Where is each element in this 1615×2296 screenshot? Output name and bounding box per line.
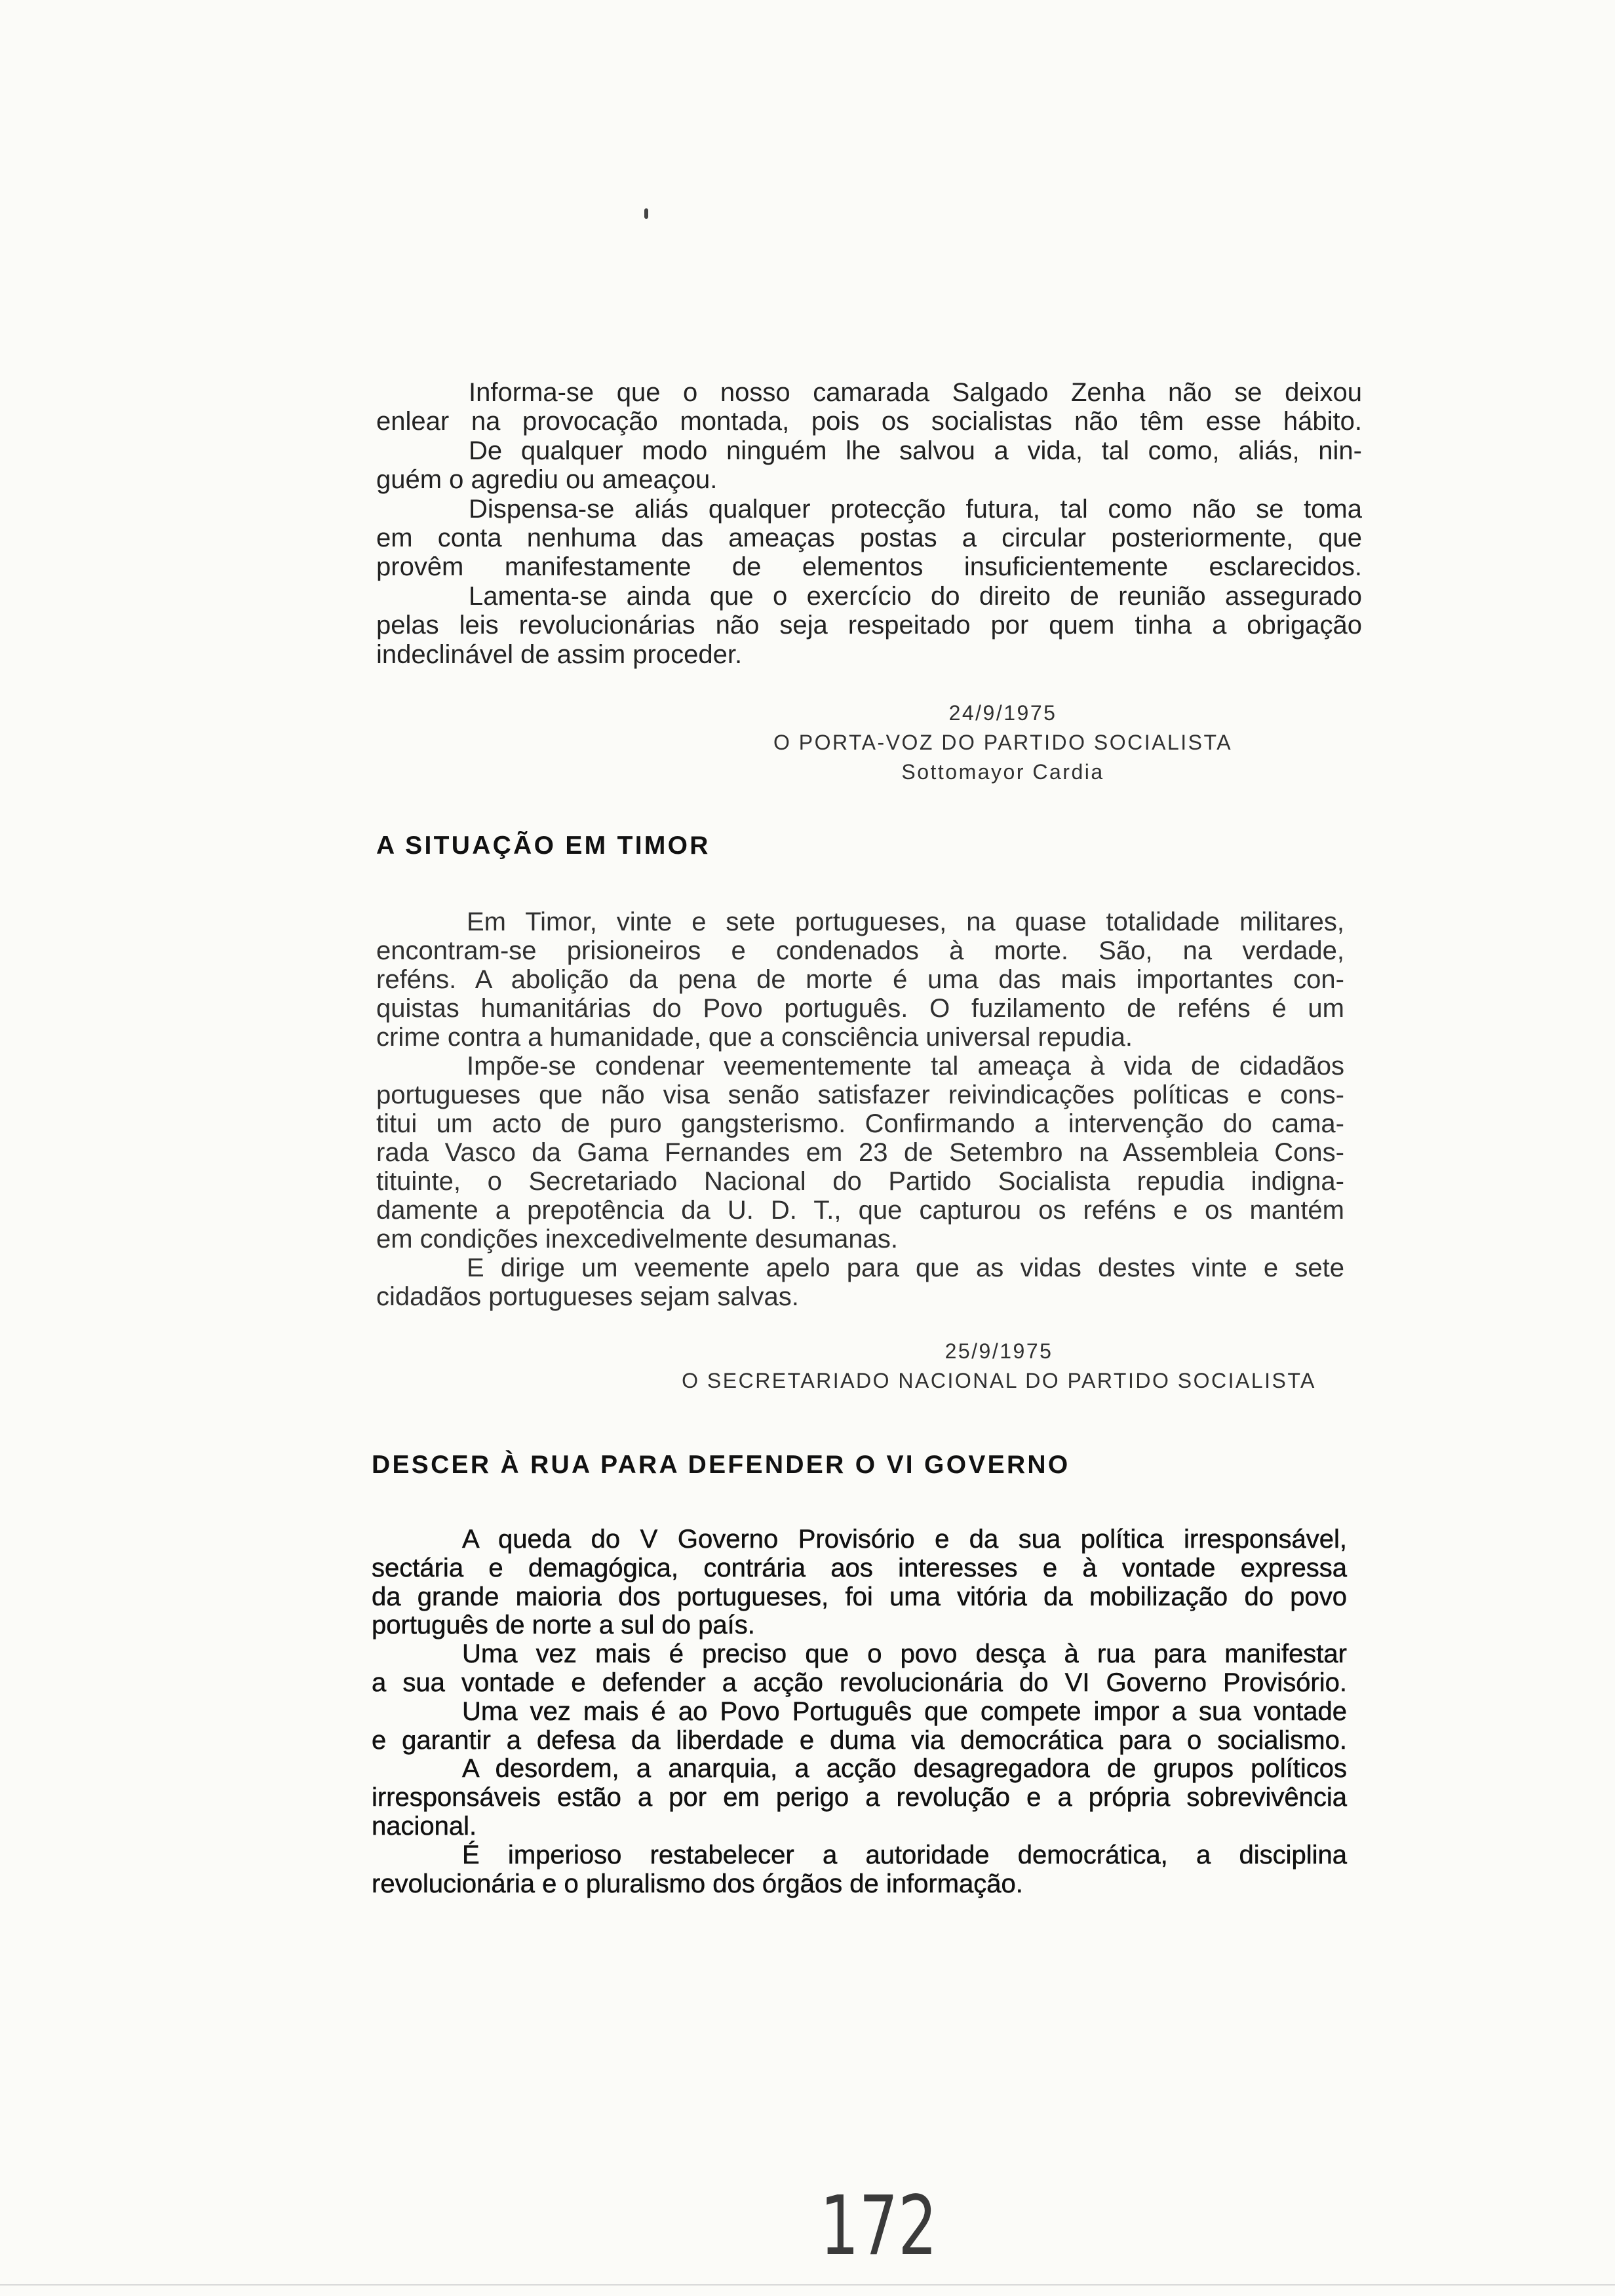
text-line: É imperioso restabelecer a autoridade democrática, a disciplina (462, 1840, 1347, 1869)
section-heading: DESCER À RUA PARA DEFENDER O VI GOVERNO (372, 1451, 1070, 1479)
text-line: em conta nenhuma das ameaças postas a circular posteriormente, que (376, 523, 1362, 552)
text-line: E dirige um veemente apelo para que as vidas destes vinte e sete (467, 1253, 1344, 1282)
section-heading: A SITUAÇÃO EM TIMOR (376, 832, 710, 860)
text-line: indeclinável de assim proceder. (376, 640, 743, 669)
text-line: crime contra a humanidade, que a consciência universal repudia. (376, 1023, 1133, 1052)
text-line: provêm manifestamente de elementos insuficientemente esclarecidos. (376, 552, 1362, 582)
text-line: rada Vasco da Gama Fernandes em 23 de Setembro na Assembleia Cons- (376, 1138, 1344, 1167)
scan-edge-line (0, 2284, 1615, 2286)
text-line: reféns. A abolição da pena de morte é uma das mais importantes con- (376, 965, 1344, 994)
statement-reunion-body (376, 378, 1362, 669)
text-line: e garantir a defesa da liberdade e duma via democrática para o socialismo. (372, 1725, 1347, 1755)
text-line: enlear na provocação montada, pois os socialistas não têm esse hábito. (376, 407, 1362, 436)
statement-date: 25/9/1975 (944, 1339, 1053, 1363)
text-line: Uma vez mais é ao Povo Português que compete impor a sua vontade (462, 1696, 1347, 1726)
text-line: a sua vontade e defender a acção revolucionária do VI Governo Provisório. (372, 1668, 1347, 1697)
scan-speck (644, 208, 648, 219)
text-line: quistas humanitárias do Povo português. O fuzilamento de reféns é um (376, 994, 1344, 1023)
text-line: irresponsáveis estão a por em perigo a revolução e a própria sobrevivência (372, 1783, 1347, 1812)
text-line: Lamenta-se ainda que o exercício do direito de reunião assegurado (469, 581, 1362, 611)
handwritten-page-number: 172 (820, 2179, 937, 2274)
text-line: portugueses que não visa senão satisfazer reivindicações políticas e cons- (376, 1081, 1344, 1109)
text-line: Em Timor, vinte e sete portugueses, na quase totalidade militares, (467, 908, 1344, 936)
signature-block (721, 698, 1285, 787)
text-line: revolucionária e o pluralismo dos órgãos de informação. (372, 1869, 1023, 1898)
text-line: Informa-se que o nosso camarada Salgado Zenha não se deixou (469, 378, 1362, 407)
text-line: guém o agrediu ou ameaçou. (376, 465, 718, 495)
text-line: De qualquer modo ninguém lhe salvou a vida, tal como, aliás, nin- (469, 436, 1362, 465)
text-line: em condições inexcedivelmente desumanas. (376, 1225, 898, 1253)
signatory-title: O SECRETARIADO NACIONAL DO PARTIDO SOCIALISTA (682, 1369, 1316, 1392)
signatory-title: O PORTA-VOZ DO PARTIDO SOCIALISTA (773, 731, 1233, 754)
text-line: encontram-se prisioneiros e condenados à morte. São, na verdade, (376, 936, 1344, 965)
text-line: damente a prepotência da U. D. T., que capturou os reféns e os mantém (376, 1196, 1344, 1225)
signatory-name: Sottomayor Cardia (901, 760, 1104, 784)
statement-timor-body (376, 908, 1344, 1311)
text-line: A queda do V Governo Provisório e da sua política irresponsável, (462, 1525, 1347, 1554)
text-line: A desordem, a anarquia, a acção desagregadora de grupos políticos (462, 1754, 1347, 1784)
statement-governo-body (372, 1525, 1347, 1898)
text-line: da grande maioria dos portugueses, foi uma vitória da mobilização do povo (372, 1582, 1347, 1611)
signature-block (655, 1337, 1342, 1396)
statement-date: 24/9/1975 (948, 701, 1057, 725)
text-line: tituinte, o Secretariado Nacional do Partido Socialista repudia indigna- (376, 1167, 1344, 1196)
text-line: sectária e demagógica, contrária aos interesses e à vontade expressa (372, 1553, 1347, 1582)
text-line: Impõe-se condenar veementemente tal ameaça à vida de cidadãos (467, 1052, 1344, 1081)
text-line: pelas leis revolucionárias não seja respeitado por quem tinha a obrigação (376, 611, 1362, 640)
text-line: Dispensa-se aliás qualquer protecção futura, tal como não se toma (469, 494, 1362, 524)
text-line: titui um acto de puro gangsterismo. Confirmando a intervenção do cama- (376, 1109, 1344, 1138)
text-line: cidadãos portugueses sejam salvas. (376, 1282, 799, 1311)
text-line: nacional. (372, 1811, 477, 1841)
text-line: Uma vez mais é preciso que o povo desça à rua para manifestar (462, 1639, 1347, 1669)
text-line: português de norte a sul do país. (372, 1611, 755, 1640)
